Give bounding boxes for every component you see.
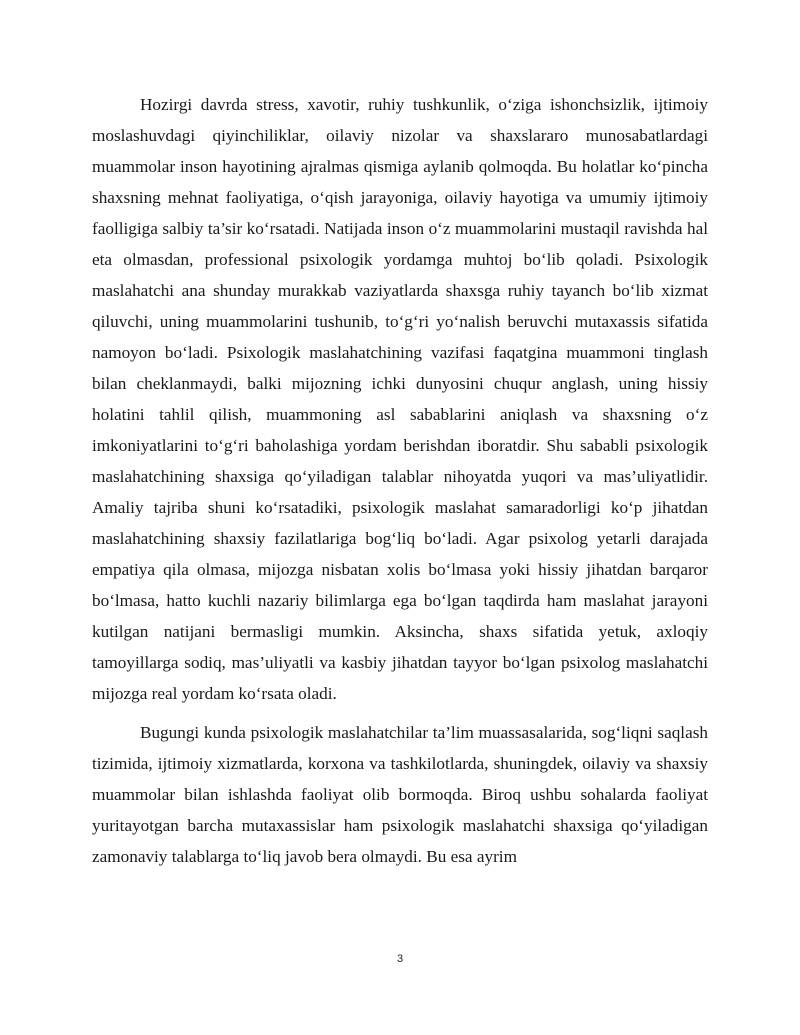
paragraph-2: Bugungi kunda psixologik maslahatchilar ta’lim muassasalarida, sog‘liqni saqlash tizimida, ijtimoiy xizmatlarda, korxona va tashkilotlarda, shuningdek, oilaviy va shaxsiy muammolar bilan ishlashda faoliyat olib bormoqda. Biroq ushbu sohalarda faoliyat yuritayotgan barcha mutaxassislar ham psixologik maslahatchi shaxsiga qo‘yiladigan zamonaviy talablarga to‘liq javob bera olmaydi. Bu esa ayrim: [92, 723, 708, 866]
page-number: 3: [396, 953, 404, 965]
document-body: [92, 89, 708, 880]
paragraph-1: Hozirgi davrda stress, xavotir, ruhiy tushkunlik, o‘ziga ishonchsizlik, ijtimoiy moslashuvdagi qiyinchiliklar, oilaviy nizolar va shaxslararo munosabatlardagi muammolar inson hayotining ajralmas qismiga aylanib qolmoqda. Bu holatlar ko‘pincha shaxsning mehnat faoliyatiga, o‘qish jarayoniga, oilaviy hayotiga va umumiy ijtimoiy faolligiga salbiy ta’sir ko‘rsatadi. Natijada inson o‘z muammolarini mustaqil ravishda hal eta olmasdan, professional psixologik yordamga muhtoj bo‘lib qoladi. Psixologik maslahatchi ana shunday murakkab vaziyatlarda shaxsga ruhiy tayanch bo‘lib xizmat qiluvchi, uning muammolarini tushunib, to‘g‘ri yo‘nalish beruvchi mutaxassis sifatida namoyon bo‘ladi. Psixologik maslahatchining vazifasi faqatgina muammoni tinglash bilan cheklanmaydi, balki mijozning ichki dunyosini chuqur anglash, uning hissiy holatini tahlil qilish, muammoning asl sabablarini aniqlash va shaxsning o‘z imkoniyatlarini to‘g‘ri baholashiga yordam berishdan iboratdir. Shu sababli psixologik maslahatchining shaxsiga qo‘yiladigan talablar nihoyatda yuqori va mas’uliyatlidir. Amaliy tajriba shuni ko‘rsatadiki, psixologik maslahat samaradorligi ko‘p jihatdan maslahatchining shaxsiy fazilatlariga bog‘liq bo‘ladi. Agar psixolog yetarli darajada empatiya qila olmasa, mijozga nisbatan xolis bo‘lmasa yoki hissiy jihatdan barqaror bo‘lmasa, hatto kuchli nazariy bilimlarga ega bo‘lgan taqdirda ham maslahat jarayoni kutilgan natijani bermasligi mumkin. Aksincha, shaxs sifatida yetuk, axloqiy tamoyillarga sodiq, mas’uliyatli va kasbiy jihatdan tayyor bo‘lgan psixolog maslahatchi mijozga real yordam ko‘rsata oladi.: [92, 95, 708, 703]
